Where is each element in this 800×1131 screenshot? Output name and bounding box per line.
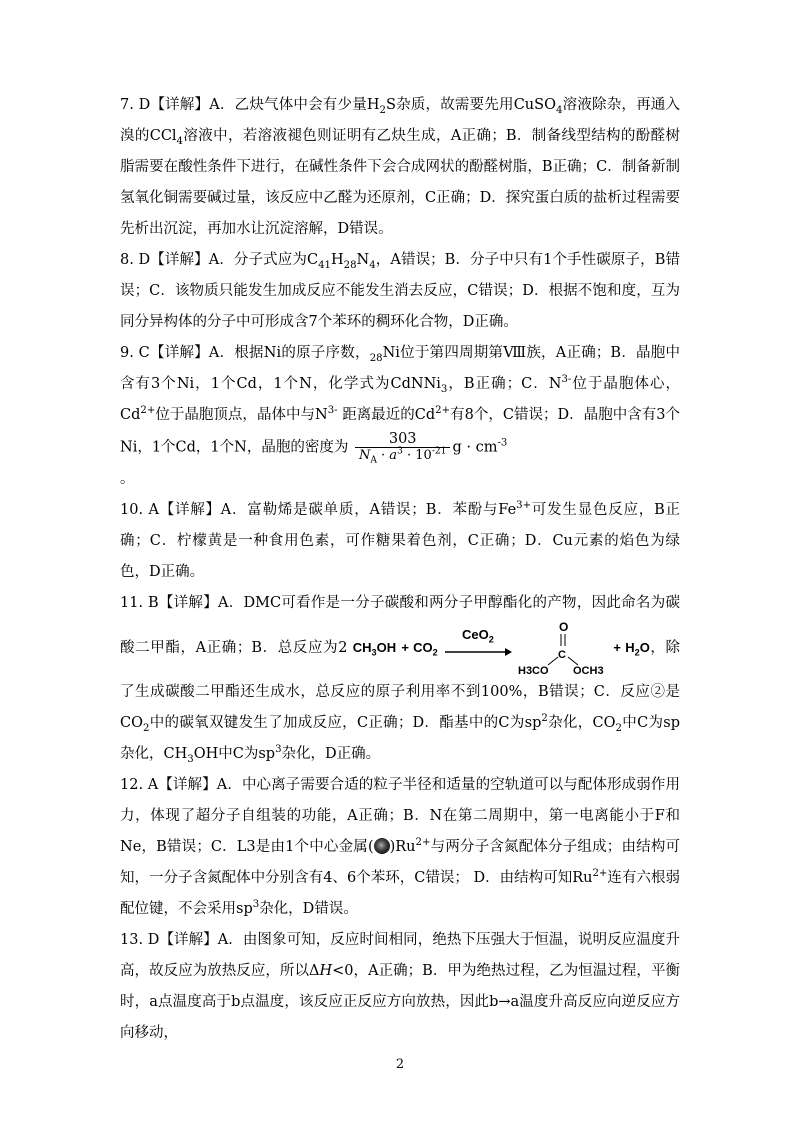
product-water: + $H_2O$ [613,640,650,658]
arrow-icon [443,647,513,657]
metal-center-icon [374,838,390,854]
answer-13: 13. D【详解】A．由图象可知，反应时间相同，绝热下压强大于恒温，说明反应温度升高，故反应为放热反应，所以ΔH<0，A正确；B．甲为绝热过程，乙为恒温过程，平衡时，a点温度高于b点温度，该反应正反应方向放热，因此b→a温度升高反应向逆反应方向移动， [120,932,680,1041]
answer-11: 11. B【详解】A．DMC可看作是一分子碳酸和两分子甲醇酯化的产物，因此命名为碳酸二甲酯，A正确；B．总反应为2 $CH_3OH + CO_2$ CeO$_2$ O C H3CO OCH3 + $H_2O$，除了生成碳酸二甲酯还生成水，总反应的原子利用率不到100%，B错误；C．反应②是$CO_2$中的碳氧双键发生了加成反应，C正确；D．酯基中的C为$sp^2$杂化，$CO_2$中C为sp杂化，$CH_3OH$中C为$sp^3$杂化，D正确。 [120,595,681,765]
density-fraction: $\frac{303}{N_A \cdot a^3 \cdot 10^{-21}}$ [355,431,451,464]
page-number: 2 [395,1057,405,1072]
ester-structure-icon [518,619,608,677]
answer-7: 7. D【详解】A．乙炔气体中会有少量$H_2S$杂质，故需要先用CuSO$_4$溶液除杂，再通入溴的CCl$_4$溶液中，若溶液褪色则证明有乙炔生成，A正确；B．制备线型结构的酚醛树脂需要在酸性条件下进行，在碱性条件下会合成网状的酚醛树脂，B正确；C．制备新制氢氧化铜需要碱过量，该反应中乙醛为还原剂，C正确；D．探究蛋白质的盐析过程需要先析出沉淀，再加水让沉淀溶解，D错误。 [120,97,681,237]
reactant-co2: + $CO_2$ [401,640,438,658]
answer-8: 8. D【详解】A．分子式应为$C_{41}H_{28}N_4$，A错误；B．分子中只有1个手性碳原子，B错误；C．该物质只能发生加成反应不能发生消去反应，C错误；D．根据不饱和度，互为同分异构体的分子中可形成含7个苯环的稠环化合物，D正确。 [120,252,680,330]
ester-carbonyl-oxygen: O [559,620,569,634]
document-body [120,90,680,1049]
dimethyl-carbonate-structure [518,619,608,677]
reactant-methanol: $CH_3OH$ [352,640,397,658]
ester-carbon: C [558,649,567,661]
answer-10: 10. A【详解】A．富勒烯是碳单质，A错误；B．苯酚与$Fe^{3+}$可发生显色反应，B正确；C．柠檬黄是一种食用色素，可作糖果着色剂，C正确；D．Cu元素的焰色为绿色，D正确。 [120,500,681,580]
reaction-arrow [443,627,513,663]
answer-12: 12. A【详解】A．中心离子需要合适的粒子半径和适量的空轨道可以与配体形成弱作用力，体现了超分子自组装的功能，A正确；B．N在第二周期中，第一电离能小于F和Ne，B错误；C．L3是由1个中心金属( )$Ru^{2+}$与两分子含氮配体分子组成；由结构可知，一分子含氮配体中分别含有4、6个苯环，C错误； D．由结构可知$Ru^{2+}$连有六根弱配位键，不会采用$sp^3$杂化，D错误。 [120,777,680,917]
catalyst-label: CeO$_2$ [462,627,494,645]
ester-right-group: OCH3 [573,665,604,677]
answer-9: 9. C【详解】A．根据Ni的原子序数，$_{28}$Ni位于第四周期第Ⅷ族，A正确；B．晶胞中含有3个Ni，1个Cd，1个N，化学式为CdNNi$_3$，B正确；C．$N^{3-}$位于晶胞体心，$Cd^{2+}$位于晶胞顶点，晶体中与$N^{3-}$ 距离最近的$Cd^{2+}$有8个，C错误；D．晶胞中含有3个Ni，1个Cd，1个N，晶胞的密度为 $\frac{303}{N_A \cdot a^3 \cdot 10^{-21}}$ $g \cdot cm^{-3}$ 。 [120,345,681,487]
ester-left-group: H3CO [518,665,549,677]
